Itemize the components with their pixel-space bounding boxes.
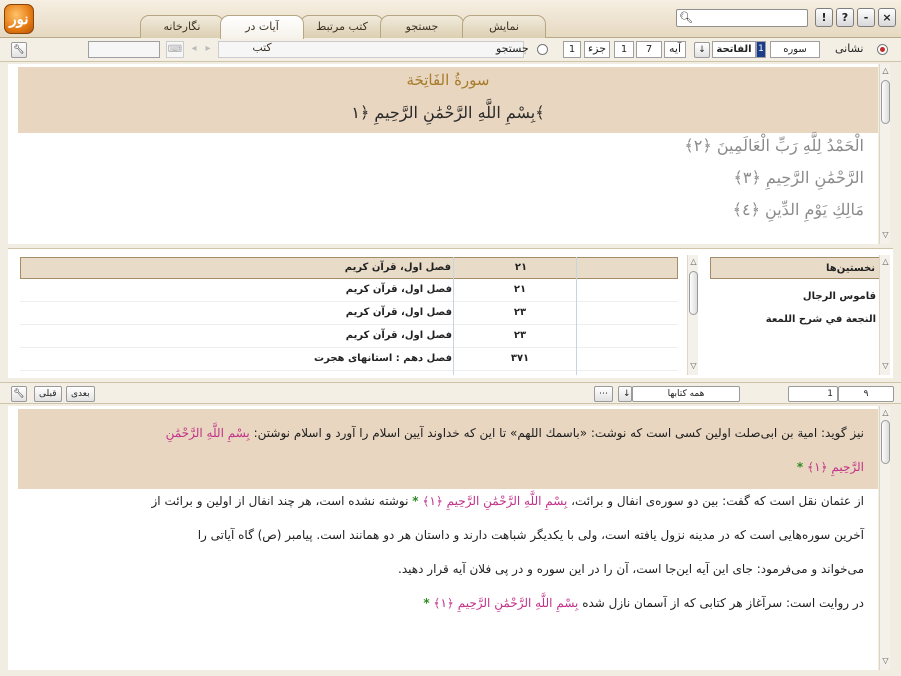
ayah-value[interactable]: 1 bbox=[614, 41, 634, 58]
juz-label: جزء bbox=[584, 41, 610, 58]
paragraph bbox=[8, 484, 864, 518]
ayah-dropdown-icon[interactable]: ↓ bbox=[694, 42, 710, 58]
close-button[interactable]: × bbox=[878, 8, 896, 27]
references-pane bbox=[8, 248, 893, 378]
minimize-button[interactable]: - bbox=[857, 8, 875, 27]
nav-radio[interactable] bbox=[877, 44, 888, 55]
prev-button[interactable]: قبلی bbox=[34, 386, 62, 402]
page-number-field[interactable]: ۹ bbox=[838, 386, 894, 402]
quran-pane bbox=[8, 64, 878, 244]
citation-marker: * bbox=[796, 460, 804, 474]
chapter-cell: فصل اول، قرآن کريم bbox=[345, 284, 452, 295]
search-radio[interactable] bbox=[537, 44, 548, 55]
basmala-ayah[interactable]: بِسْمِ اللَّهِ الرَّحْمَٰنِ الرَّحِيمِ ﴿١﴾ bbox=[351, 103, 545, 122]
nav-radio-label: نشانی bbox=[835, 42, 864, 55]
book-filter-select[interactable]: همه کتابها bbox=[632, 386, 740, 402]
table-row[interactable] bbox=[20, 303, 678, 325]
scroll-down-icon[interactable]: ▽ bbox=[690, 361, 697, 370]
page-total-field: 1 bbox=[788, 386, 838, 402]
page-cell: ۳۷۱ bbox=[510, 353, 530, 364]
quran-toolbar bbox=[0, 38, 901, 62]
tab-gallery[interactable]: نگارخانه bbox=[140, 15, 224, 38]
scroll-thumb[interactable] bbox=[881, 80, 890, 124]
column-divider bbox=[453, 257, 454, 375]
list-item[interactable]: قاموس الرجال bbox=[802, 291, 876, 302]
scroll-thumb[interactable] bbox=[881, 420, 890, 464]
tab-search[interactable]: جستجو bbox=[380, 15, 464, 38]
more-button[interactable]: ⋯ bbox=[594, 386, 613, 402]
column-divider bbox=[576, 257, 577, 375]
paragraph-text: در روایت است: سرآغاز هر کتابی که از آسمان نازل شده bbox=[582, 596, 864, 610]
chapter-cell: فصل اول، قرآن کريم bbox=[345, 330, 452, 341]
citation-marker: * bbox=[423, 596, 430, 610]
ayah-3[interactable]: الرَّحْمَٰنِ الرَّحِيمِ ﴿٣﴾ bbox=[733, 168, 864, 187]
scroll-down-icon[interactable]: ▽ bbox=[882, 230, 889, 239]
page-cell: ۲۳ bbox=[513, 330, 527, 341]
scroll-down-icon[interactable]: ▽ bbox=[882, 361, 889, 370]
ayah-count: 7 bbox=[636, 41, 662, 58]
paragraph bbox=[8, 586, 864, 620]
app-logo[interactable]: نور bbox=[4, 4, 34, 34]
book-text-pane bbox=[8, 406, 878, 670]
paragraph-text: می‌خواند و می‌فرمود: جای این آیه این‌جا است، آن را در این سوره و در پی فلان آیه قرار دهید. bbox=[398, 562, 864, 576]
paragraph-text: از عثمان نقل است که گفت: بین دو سوره‌ی انفال و برائت، bbox=[571, 494, 864, 508]
page-cell: ۲۳ bbox=[513, 307, 527, 318]
chapter-cell: فصل اول، قرآن کريم bbox=[344, 262, 451, 273]
surah-header bbox=[18, 67, 878, 133]
search-text-box[interactable] bbox=[88, 41, 160, 58]
paragraph-text: نوشته نشده است، هر چند انفال از اولین و برائت از bbox=[151, 494, 409, 508]
scroll-up-icon[interactable]: △ bbox=[882, 408, 889, 417]
table-row[interactable] bbox=[20, 349, 678, 371]
text-toolbar bbox=[0, 382, 901, 404]
filter-dropdown-icon[interactable]: ↓ bbox=[618, 386, 632, 402]
list-item[interactable]: نخستین‌ها bbox=[710, 257, 882, 279]
scroll-down-icon[interactable]: ▽ bbox=[882, 656, 889, 665]
juz-value[interactable]: 1 bbox=[563, 41, 581, 58]
references-table bbox=[20, 257, 678, 375]
prev-result-icon[interactable]: ◂ bbox=[191, 43, 197, 54]
tab-related-books[interactable]: کتب مرتبط bbox=[300, 15, 384, 38]
paragraph bbox=[8, 552, 864, 586]
tools-icon[interactable]: 🔧︎ bbox=[11, 42, 27, 58]
tab-display[interactable]: نمایش bbox=[462, 15, 546, 38]
quran-scrollbar[interactable] bbox=[879, 64, 890, 244]
ayah-4[interactable]: مَالِكِ يَوْمِ الدِّينِ ﴿٤﴾ bbox=[732, 200, 864, 219]
search-icon: 🔍︎ bbox=[679, 11, 693, 24]
help-button[interactable]: ? bbox=[836, 8, 854, 27]
books-scrollbar[interactable] bbox=[879, 255, 890, 375]
surah-label: سوره bbox=[770, 41, 820, 58]
scroll-thumb[interactable] bbox=[689, 271, 698, 315]
page-cell: ۲۱ bbox=[513, 284, 527, 295]
paragraph-text: نیز گوید: امیة بن ابی‌صلت اولین کسی است که نوشت: «باسمك اللهم» تا این که خداوند آیین اسلام را آورد و اسلام نوشتن: bbox=[253, 426, 864, 440]
search-radio-label: جستجو bbox=[496, 42, 529, 55]
quran-citation[interactable]: بِسْمِ اللَّهِ الرَّحْمَٰنِ الرَّحِيمِ ﴿١﴾ bbox=[422, 494, 568, 508]
page-cell: ۲۱ bbox=[514, 262, 528, 273]
books-list bbox=[710, 257, 882, 375]
table-row[interactable] bbox=[20, 257, 678, 279]
surah-number-field[interactable]: 1 bbox=[756, 41, 766, 58]
ayah-label: آیه bbox=[664, 41, 686, 58]
scroll-up-icon[interactable]: △ bbox=[690, 257, 697, 266]
quran-citation[interactable]: بِسْمِ اللَّهِ الرَّحْمَٰنِ bbox=[165, 426, 250, 440]
text-scrollbar[interactable] bbox=[879, 406, 890, 670]
list-item[interactable]: النجعة في شرح اللمعة bbox=[765, 314, 876, 325]
ayah-2[interactable]: الْحَمْدُ لِلَّهِ رَبِّ الْعَالَمِينَ ﴿٢﴾ bbox=[684, 136, 864, 155]
paragraph bbox=[8, 450, 864, 484]
global-search-input[interactable] bbox=[676, 9, 808, 27]
keyboard-icon[interactable]: ⌨ bbox=[166, 41, 184, 58]
surah-title: سورةُ الفَاتِحَة bbox=[406, 71, 490, 89]
alert-button[interactable]: ! bbox=[815, 8, 833, 27]
next-result-icon[interactable]: ▸ bbox=[205, 43, 211, 54]
scroll-up-icon[interactable]: △ bbox=[882, 66, 889, 75]
next-button[interactable]: بعدی bbox=[66, 386, 95, 402]
chapter-cell: فصل دهم : استانهای هجرت bbox=[314, 353, 452, 364]
paragraph bbox=[8, 416, 864, 450]
citation-marker: * bbox=[412, 494, 419, 508]
chapter-cell: فصل اول، قرآن کريم bbox=[345, 307, 452, 318]
paragraph-text: آخرین سوره‌هایی است که در مدینه نزول یافته است، ولی با یکدیگر شباهت دارند و داستان هر دو همانند است. پیامبر (ص) گاه آیاتی را bbox=[197, 528, 864, 542]
quran-citation[interactable]: الرَّحِيمِ ﴿١﴾ bbox=[807, 460, 864, 474]
table-row[interactable] bbox=[20, 326, 678, 348]
scroll-up-icon[interactable]: △ bbox=[882, 257, 889, 266]
paragraph bbox=[8, 518, 864, 552]
quran-citation[interactable]: بِسْمِ اللَّهِ الرَّحْمَٰنِ الرَّحِيمِ ﴿١﴾ bbox=[433, 596, 579, 610]
table-row[interactable] bbox=[20, 280, 678, 302]
tools-icon[interactable]: 🔧︎ bbox=[11, 386, 27, 402]
references-scrollbar[interactable] bbox=[687, 255, 698, 375]
tab-ayat-in-books[interactable]: آیات در کتب bbox=[220, 15, 304, 39]
surah-name-field[interactable]: الفاتحة bbox=[712, 41, 756, 58]
